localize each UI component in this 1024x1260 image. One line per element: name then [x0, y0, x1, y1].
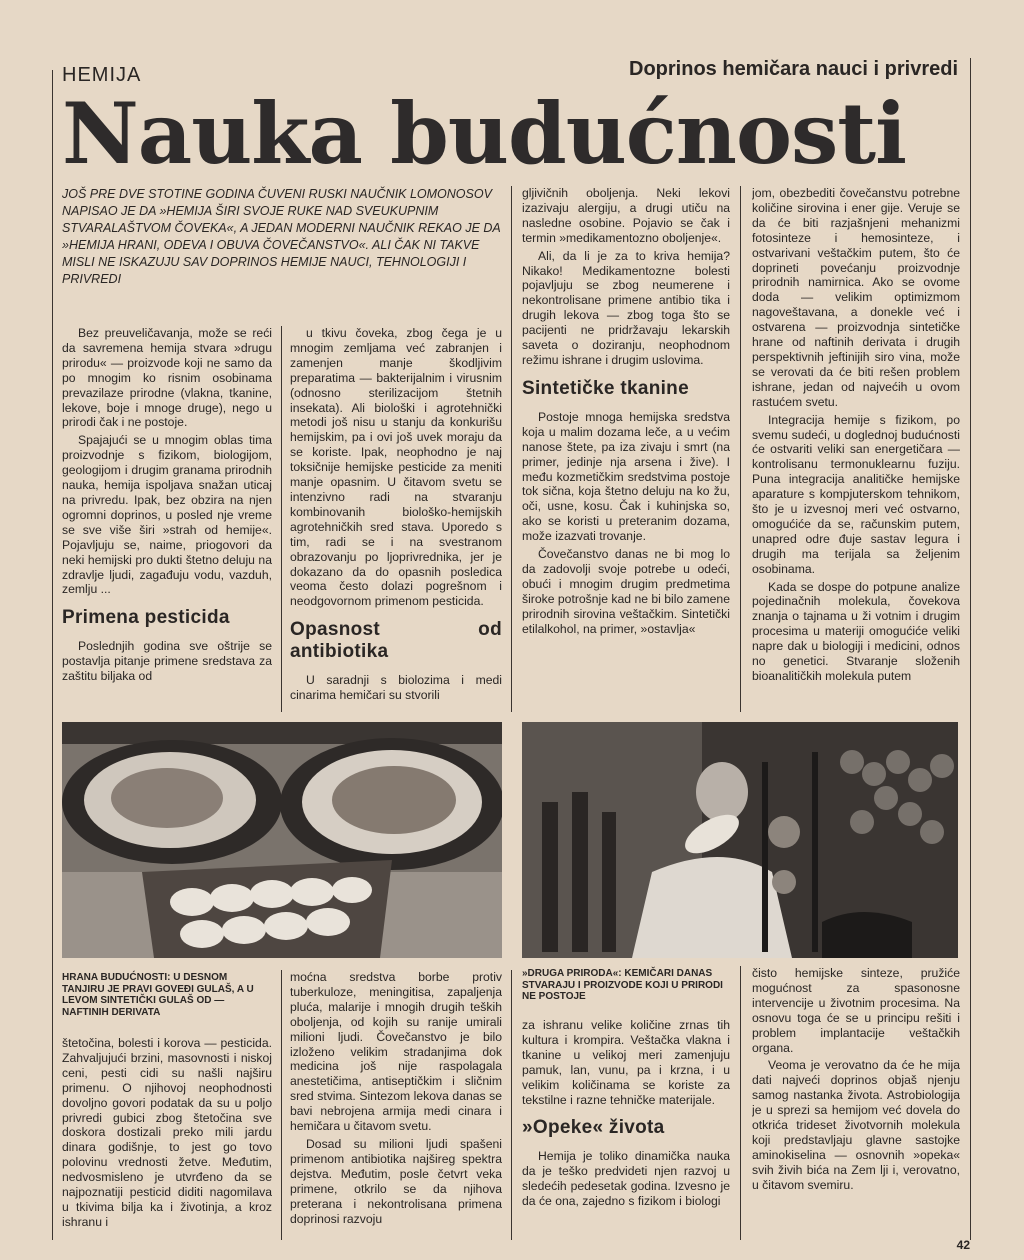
paragraph: jom, obezbediti čovečanstvu potrebne količine sirovina i ener gije. Veruje se da će biti razjašnjeni mehanizmi fotosinteze i hemosinteze, i ostvarivani veštačkim putem, što će doprineti povećanju proizvodnje prirodnih namirnica. Ako se ovome doda — velikim optimizmom nagoveštavana, a donekle već i ostvarena — proizvodnja sintetičke hrane od naftinih derivata i drugih perspektivnih jeftinijih siro vina, može se verovati da će biti rešen problem ishrane, jedan od najvećih u ovom rastućem svetu.	[752, 186, 960, 409]
paragraph: moćna sredstva borbe protiv tuberkuloze, meningitisa, zapaljenja pluća, malarije i mnogih drugih teških oboljenja, od kojih su ranije umirali milioni ljudi. Čovečanstvo je bilo izloženo velikim stradanjima dok medicina još nije raspolagala anestetičima, antiseptičkim i sličnim sred stvima. Sintezom lekova danas se bavi nebrojena armija medi cinara i hemičara u čitavom svetu.	[290, 970, 502, 1134]
food-photo-illustration	[62, 722, 502, 958]
article-headline: Nauka budućnosti	[62, 84, 907, 183]
column-rule	[281, 326, 282, 712]
section-rubric: HEMIJA	[62, 64, 142, 86]
article-kicker: Doprinos hemičara nauci i privredi	[629, 58, 958, 80]
page-number: 42	[956, 1238, 970, 1252]
column-2-upper	[290, 326, 502, 712]
frame-left-rule	[52, 70, 53, 1240]
paragraph: Postoje mnoga hemijska sredstva koja u malim dozama leče, a u većim nanose štete, pa iza zivaju i smrt (na primer, jedinje nja arsena i žive). I među kozmetičkim sredstvima postoje tok sična, koja štetno deluju na ko žu, oči, usne, kosu. Čak i kuhinjska so, ako se koristi u preteranim dozama, može izazvati trovanje.	[522, 409, 730, 544]
paragraph: Poslednjih godina sve oštrije se postavlja pitanje primene sredstava za zaštitu biljaka od	[62, 639, 272, 684]
paragraph: gljivičnih oboljenja. Neki lekovi izazivaju alergiju, a drugi utiču na nasledne osobine. Pojavio se čak i termin »medikamentozno oboljenje«.	[522, 186, 730, 245]
paragraph: Spajajući se u mnogim oblas tima proizvodnje s fizikom, biologijom, geologijom i drugim granama prirodnih nauka, hemija ispoljava snažan uticaj na privredu. Ipak, bez obzira na njen ogromni doprinos, u posled nje vreme se sve više širi »strah od hemije«. Pojavljuju se, naime, priogovori da neki hemijski pro dukti štetno deluju na zdravlje ljudi, zagađuju vodu, vazduh, zemlju ...	[62, 433, 272, 597]
paragraph: Integracija hemije s fizikom, po svemu sudeći, u doglednoj budućnosti će ostvariti veliki san energetičara — kontrolisanu termonuklearnu fuziju. Puna integracija analitičke hemijske aparature s kompjuterskom tehnikom, što je u izvesnoj meri već ostvarno, omogućiće da se, računskim putem, unapred odre đuje sastav legura i drugih ma terijala sa željenim osobinama.	[752, 412, 960, 576]
column-4-upper	[752, 186, 960, 712]
column-2-lower	[290, 970, 502, 1240]
paragraph: Čovečanstvo danas ne bi mog lo da zadovolji svoje potrebe u odeći, obući i mnogim drugim predmetima široke potrošnje kad ne bi bilo zamene prirodnih sirovina veštačkim. Sintetički etilalkohol, na primer, »ostavlja«	[522, 547, 730, 636]
column-rule	[511, 186, 512, 712]
paragraph: štetočina, bolesti i korova — pesticida. Zahvaljujući brzini, masovnosti i niskoj ceni, pesti cidi su našli najširu primenu. O njihovoj neophodnosti dovoljno govori podatak da su u poljo privredi gubici zbog štetočina sve doskora dostizali preko mili jardu dinara godišnje, to jest go tovo polovinu vrednosti žetve. Međutim, nedvosmisleno je utvrđeno da se najpoznatiji pesticid diditi nagomilava u tkivima bilja ka i životinja, a kroz ishranu i	[62, 1036, 272, 1229]
paragraph: za ishranu velike količine zrnas tih kultura i krompira. Veštačka vlakna i tkanine u velikoj meri zamenjuju pamuk, lan, vunu, pa i krzna, i u velikim količinama se koriste za tekstilne i razne tehničke materijale.	[522, 1018, 730, 1107]
column-rule	[281, 970, 282, 1240]
subheading-pesticida: Primena pesticida	[62, 607, 230, 629]
column-rule	[740, 966, 741, 1240]
column-4-lower	[752, 966, 960, 1240]
paragraph: Bez preuveličavanja, može se reći da savremena hemija stvara »drugu prirodu« — proizvode koji ne samo da po mnogim ko risnim osobinama prevazilaze prirodne (vlakna, tkanine, lekove, boje i mnoge druge), nego u prirodi čak i ne postoje.	[62, 326, 272, 430]
subheading-opeke: »Opeke« života	[522, 1117, 665, 1139]
paragraph: U saradnji s biolozima i medi cinarima hemičari su stvorili	[290, 673, 502, 703]
photo-caption-right: »DRUGA PRIRODA«: KEMIČARI DANAS STVARAJU I PROIZVODE KOJI U PRIRODI NE POSTOJE	[522, 968, 723, 1002]
subheading-tkanine: Sintetičke tkanine	[522, 377, 689, 399]
chemist-photo-illustration	[522, 722, 958, 958]
paragraph: Ali, da li je za to kriva hemija? Nikako! Medikamentozne bolesti pojavljuju se zbog neumerene i nekontrolisane primene antibio tika i drugih lekova — zbog toga što se pacijenti ne pridržavaju lekarskih saveta o doziranju, neophodnom režimu ishrane i drugim uslovima.	[522, 248, 730, 367]
subheading-antibiotika: Opasnost od antibiotika	[290, 619, 502, 663]
paragraph: Veoma je verovatno da će he mija dati najveći doprinos objaš njenju samog nastanka života. Astrobiologija je u sprezi sa hemijom već dovela do otkrića trideset životvornih molekula koji predstavljaju glavne sastojke aminokiselina — osnovnih »opeka« svih živih bića na Zem lji i, verovatno, u čitavom svemiru.	[752, 1058, 960, 1192]
paragraph: Kada se dospe do potpune analize pojedinačnih molekula, čovekova znanja o tajnama u ži votnim i drugim procesima u materiji omogućiće veliki napre dak u biologiji i medicini, odnos no genetici. Stvaranje složenih bioanalitičkih molekula putem	[752, 579, 960, 683]
column-rule	[740, 186, 741, 712]
photo-synthetic-food	[62, 722, 502, 958]
column-3-upper	[522, 186, 730, 712]
photo-caption-left: HRANA BUDUĆNOSTI: U DESNOM TANJIRU JE PRAVI GOVEĐI GULAŠ, A U LEVOM SINTETIČKI GULAŠ OD — NAFTINIH DERIVATA	[62, 972, 254, 1018]
column-1-upper	[62, 326, 272, 712]
paragraph: čisto hemijske sinteze, pružiće mogućnost za spasonosne intervencije u životnim procesima. Na osnovu toga će se u principu rešiti i problem implantacije veštačkih organa.	[752, 966, 960, 1055]
article-intro: JOŠ PRE DVE STOTINE GODINA ČUVENI RUSKI NAUČNIK LOMONOSOV NAPISAO JE DA »HEMIJA ŠIRI SVOJE RUKE NAD SVEUKUPNIM STVARALAŠTVOM ČOVEKA«, A JEDAN MODERNI NAUČNIK REKAO JE DA »HEMIJA HRANI, ODEVA I OBUVA ČOVEČANSTVO«. ALI ČAK NI TAKVE MISLI NE ISKAZUJU SAV DOPRINOS HEMIJE NAUCI, TEHNOLOGIJI I PRIVREDI	[62, 187, 501, 286]
frame-right-rule	[970, 58, 971, 1240]
paragraph: Dosad su milioni ljudi spašeni primenom antibiotika najšireg spektra dejstva. Međutim, posle četvrt veka primene, otkrilo se da njihova preterana i nekontrolisana primena doprinosi razvoju	[290, 1136, 502, 1226]
column-3-lower	[522, 1018, 730, 1240]
photo-chemist	[522, 722, 958, 958]
column-rule	[511, 970, 512, 1240]
column-1-lower	[62, 1036, 272, 1244]
paragraph: Hemija je toliko dinamička nauka da je teško predvideti njen razvoj u sledećih pedesetak godina. Izvesno je da će ona, zajedno s fizikom i biologi	[522, 1149, 730, 1209]
paragraph: u tkivu čoveka, zbog čega je u mnogim zemljama već zabranjen i zamenjen manje škodljivim preparatima — bakterijalnim i virusnim (odnosno sterilizacijom štetnih insekata). Ali biološki i agrotehnički metodi još nisu u stanju da konkurišu hemijskim, pa i ovi još uvek moraju da se koriste. Ipak, neophodno je naj toksičnije hemijske pesticide za meniti manje opasnim. U čitavom svetu se intenzivno radi na stvaranju kombinovanih biološko-hemijskih agrotehničkih sred stava. Uporedo s tim, radi se i na svestranom obrazovanju po ljoprivrednika, jer je dokazano da do opasnih posledica veoma često dolazi pogrešnom i neodgovornom primenom pesticida.	[290, 326, 502, 609]
